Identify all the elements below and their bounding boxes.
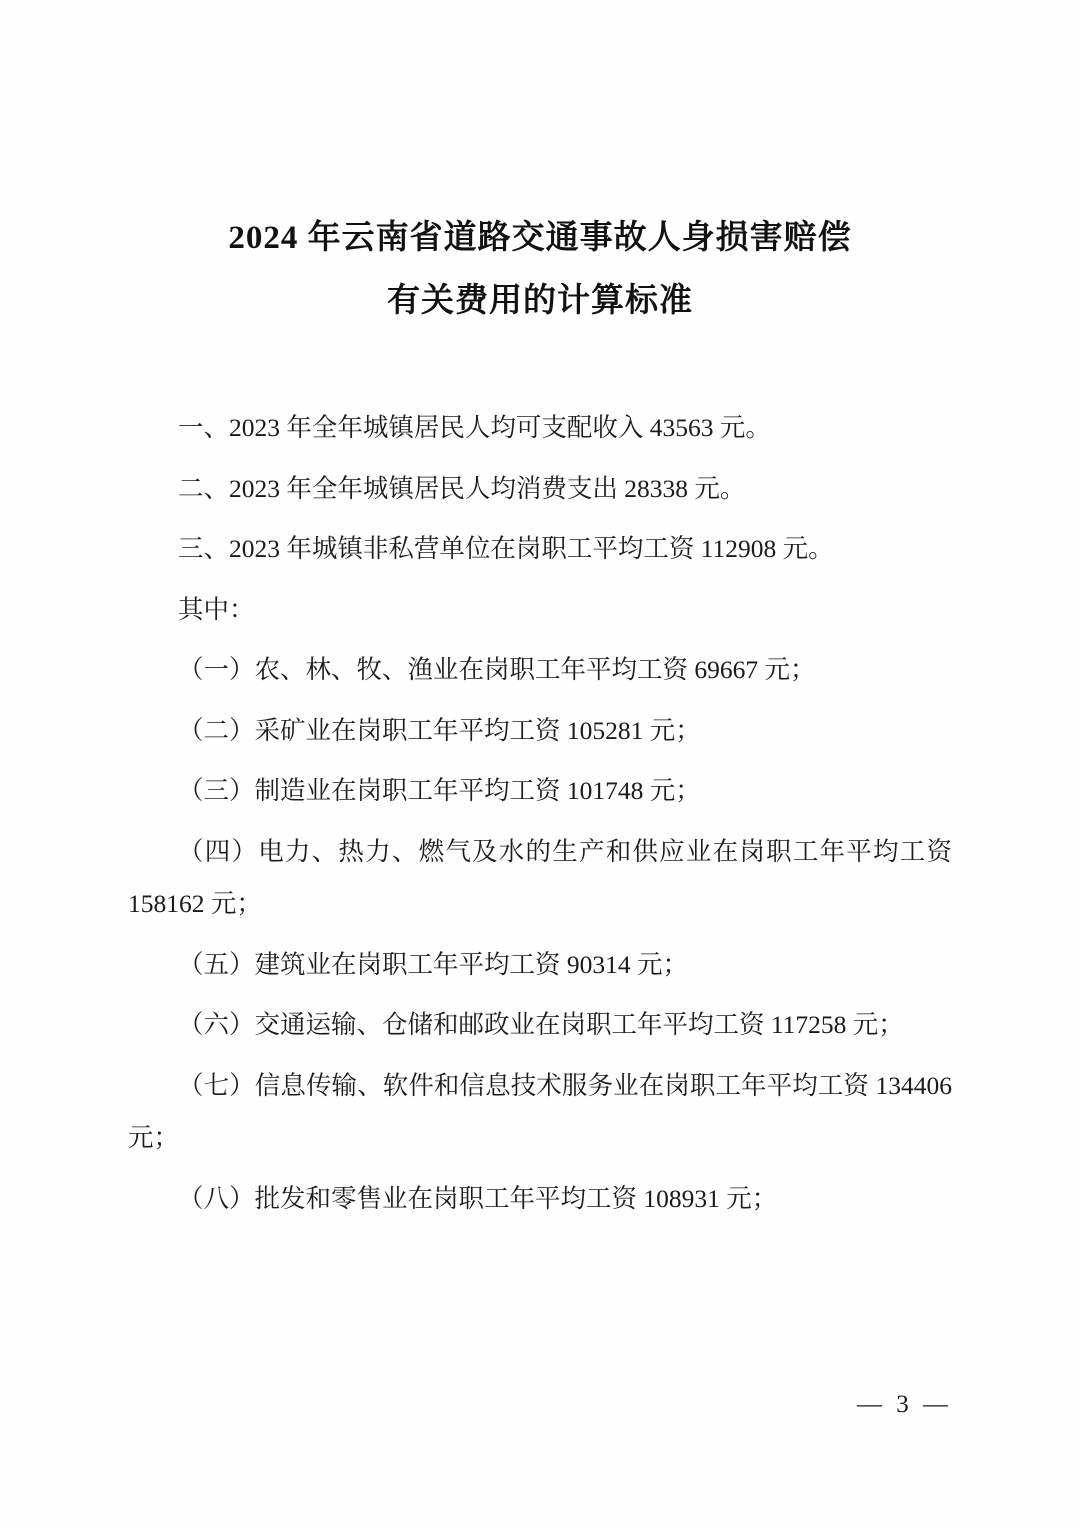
paragraph: （四）电力、热力、燃气及水的生产和供应业在岗职工年平均工资 158162 元；: [128, 836, 952, 919]
paragraph: （五）建筑业在岗职工年平均工资 90314 元；: [178, 949, 689, 979]
document-body: [128, 402, 952, 1225]
paragraph: （六）交通运输、仓储和邮政业在岗职工年平均工资 117258 元；: [178, 1010, 904, 1040]
paragraph: 二、2023 年全年城镇居民人均消费支出 28338 元。: [178, 473, 746, 503]
paragraph: （三）制造业在岗职工年平均工资 101748 元；: [178, 776, 701, 806]
page-title-line-1: 2024 年云南省道路交通事故人身损害赔偿: [228, 220, 852, 256]
page-title-line-2: 有关费用的计算标准: [387, 283, 693, 319]
paragraph: 其中：: [178, 594, 255, 624]
paragraph: 一、2023 年全年城镇居民人均可支配收入 43563 元。: [178, 413, 771, 442]
paragraph: （七）信息传输、软件和信息技术服务业在岗职工年平均工资 134406 元；: [128, 1070, 952, 1153]
document-content: [128, 0, 952, 1233]
paragraph: （八）批发和零售业在岗职工年平均工资 108931 元；: [178, 1183, 778, 1213]
page-title: [128, 0, 952, 318]
page-number: — 3 —: [857, 1391, 952, 1418]
paragraph: （一）农、林、牧、渔业在岗职工年平均工资 69667 元；: [178, 655, 816, 685]
paragraph: （二）采矿业在岗职工年平均工资 105281 元；: [178, 715, 701, 745]
paragraph: 三、2023 年城镇非私营单位在岗职工平均工资 112908 元。: [178, 534, 834, 564]
